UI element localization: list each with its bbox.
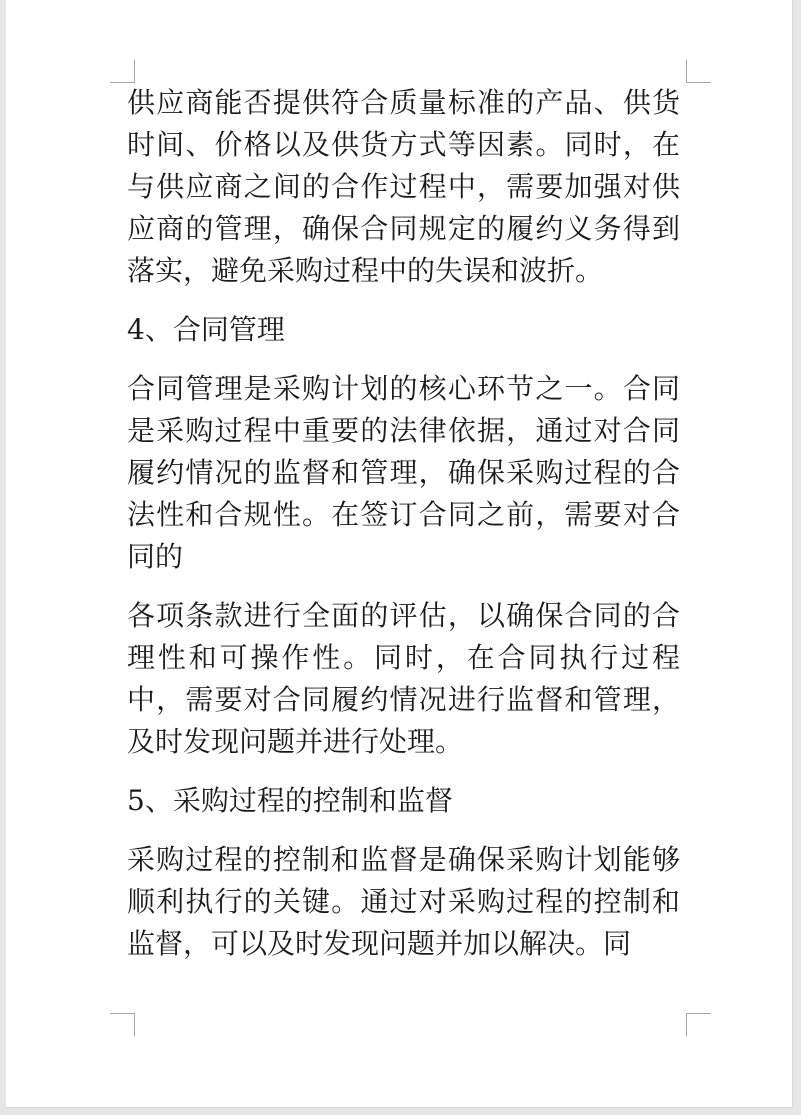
- heading-process-control: 5、采购过程的控制和监督: [127, 784, 453, 817]
- paragraph-contract-management: 合同管理是采购计划的核心环节之一。合同是采购过程中重要的法律依据，通过对合同履约情况的监督和管理，确保采购过程的合法性和合规性。在签订合同之前，需要对合同的: [127, 372, 680, 573]
- heading-contract-management: 4、合同管理: [127, 313, 285, 346]
- margin-corner-top-left: [110, 60, 135, 83]
- margin-corner-top-right: [686, 60, 711, 83]
- paragraph-contract-evaluation: 各项条款进行全面的评估，以确保合同的合理性和可操作性。同时，在合同执行过程中，需要对合同履约情况进行监督和管理，及时发现问题并进行处理。: [127, 599, 680, 758]
- margin-corner-bottom-left: [110, 1013, 135, 1036]
- document-body[interactable]: [127, 82, 680, 982]
- margin-corner-bottom-right: [686, 1013, 711, 1036]
- paragraph-process-control: 采购过程的控制和监督是确保采购计划能够顺利执行的关键。通过对采购过程的控制和监督，可以及时发现问题并加以解决。同: [127, 843, 680, 960]
- paragraph-supplier-management: 供应商能否提供符合质量标准的产品、供货时间、价格以及供货方式等因素。同时，在与供应商之间的合作过程中，需要加强对供应商的管理，确保合同规定的履约义务得到落实，避免采购过程中的失误和波折。: [127, 86, 680, 287]
